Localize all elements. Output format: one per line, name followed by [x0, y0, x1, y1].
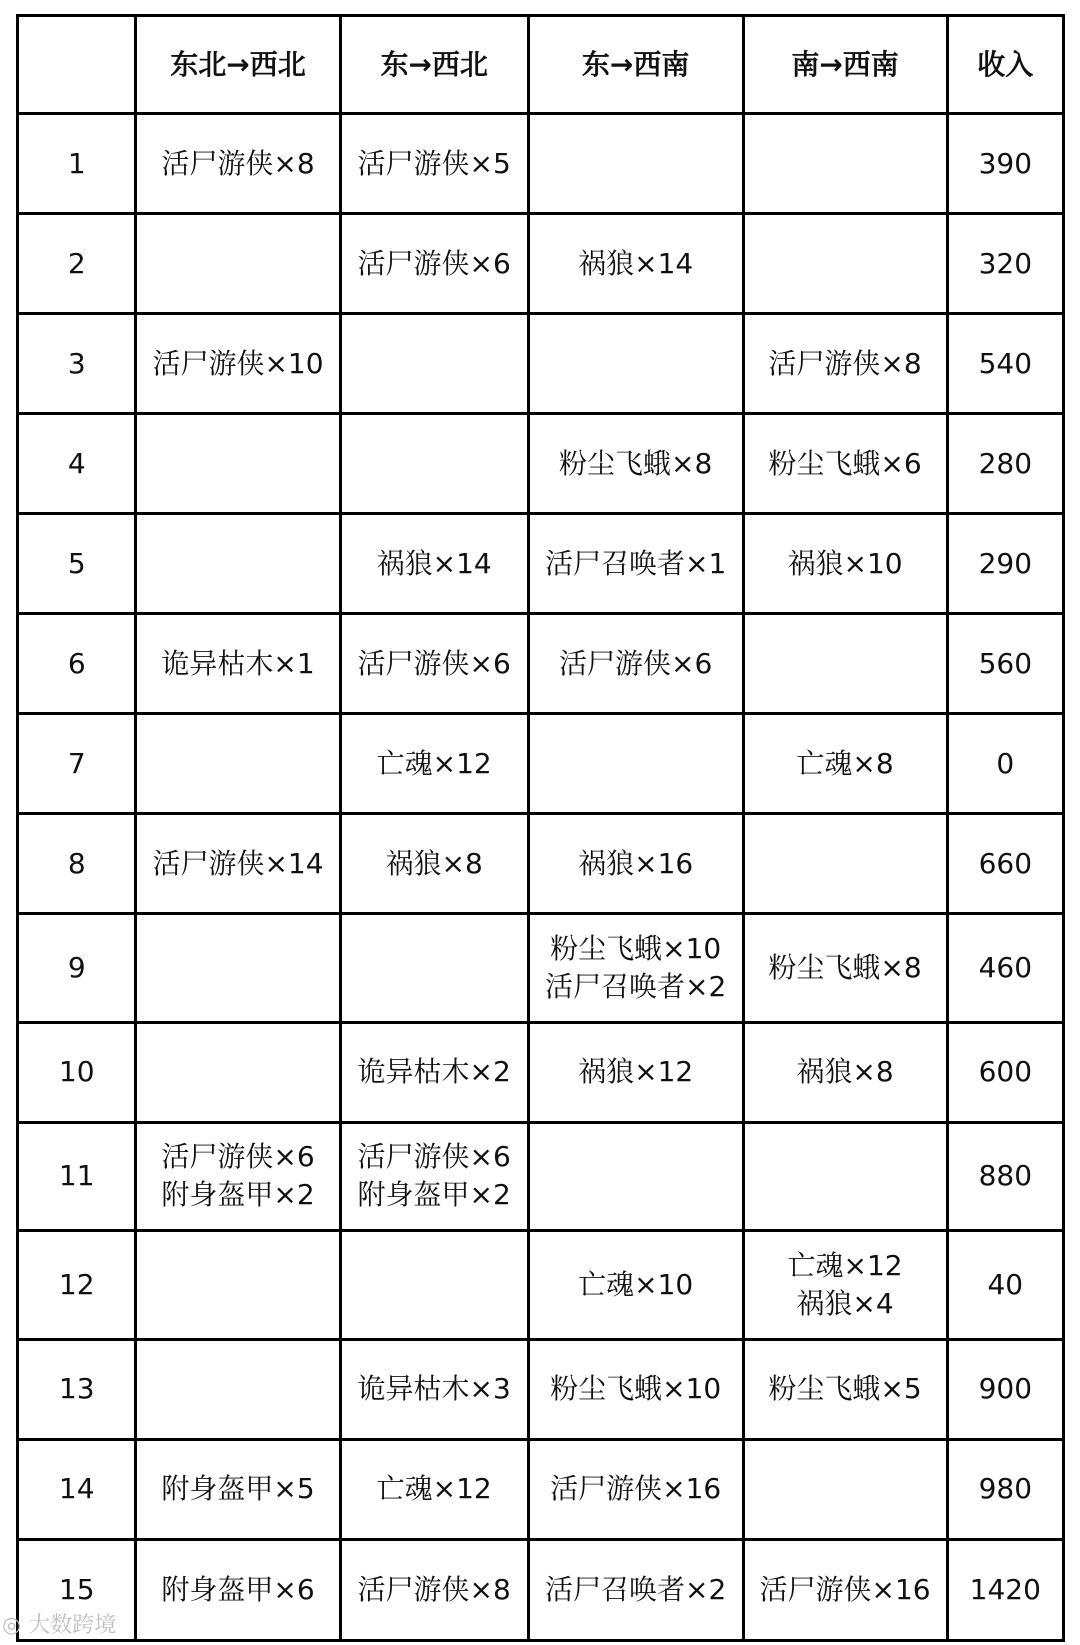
watermark: [2, 1608, 116, 1639]
cell-e-to-sw: [528, 1539, 743, 1640]
cell-e-to-nw: [340, 814, 528, 914]
enemy-entry: 亡魂×12: [376, 746, 492, 780]
cell-e-to-sw: [528, 314, 743, 414]
enemy-entry: 活尸游侠×5: [357, 146, 511, 180]
cell-wave-number: 15: [18, 1539, 136, 1640]
cell-e-to-nw: [340, 314, 528, 414]
cell-e-to-sw: [528, 1339, 743, 1439]
enemy-entry: 祸狼×10: [787, 546, 903, 580]
enemy-entry: 活尸召唤者×1: [545, 546, 727, 580]
enemy-entry: 活尸召唤者×2: [545, 1572, 727, 1606]
cell-ne-to-nw: [136, 1231, 340, 1339]
cell-e-to-nw: [340, 1022, 528, 1122]
cell-s-to-sw: [743, 114, 947, 214]
cell-ne-to-nw: [136, 714, 340, 814]
enemy-entry: 附身盔甲×5: [161, 1472, 315, 1506]
enemy-entry: 粉尘飞蛾×8: [559, 446, 713, 480]
cell-ne-to-nw: [136, 1339, 340, 1439]
cell-e-to-nw: [340, 1339, 528, 1439]
cell-income: 900: [947, 1339, 1063, 1439]
table-row: [18, 1122, 1064, 1230]
enemy-entry: 活尸游侠×8: [768, 346, 922, 380]
cell-e-to-sw: [528, 714, 743, 814]
cell-ne-to-nw: [136, 414, 340, 514]
enemy-entry: 活尸游侠×6: [559, 646, 713, 680]
cell-e-to-nw: [340, 114, 528, 214]
enemy-entry: 祸狼×8: [385, 846, 483, 880]
cell-wave-number: 8: [18, 814, 136, 914]
enemy-entry: 亡魂×10: [578, 1267, 694, 1301]
enemy-entry: 粉尘飞蛾×6: [768, 446, 922, 480]
cell-income: 320: [947, 214, 1063, 314]
cell-wave-number: 2: [18, 214, 136, 314]
enemy-entry: 祸狼×14: [578, 246, 694, 280]
cell-income: 0: [947, 714, 1063, 814]
cell-wave-number: 1: [18, 114, 136, 214]
enemy-entry: 活尸游侠×16: [550, 1472, 722, 1506]
enemy-entry: 祸狼×8: [796, 1055, 894, 1089]
enemy-entry: 粉尘飞蛾×10: [550, 1372, 722, 1406]
cell-e-to-nw: [340, 1439, 528, 1539]
cell-e-to-sw: [528, 1231, 743, 1339]
cell-e-to-nw: [340, 214, 528, 314]
header-s-to-sw: 南→西南: [743, 16, 947, 114]
enemy-entry: 活尸游侠×6: [357, 646, 511, 680]
cell-ne-to-nw: [136, 1022, 340, 1122]
cell-s-to-sw: [743, 214, 947, 314]
cell-e-to-sw: [528, 914, 743, 1022]
cell-ne-to-nw: [136, 1439, 340, 1539]
cell-ne-to-nw: [136, 614, 340, 714]
table-row: [18, 1231, 1064, 1339]
cell-e-to-sw: [528, 114, 743, 214]
cell-wave-number: 9: [18, 914, 136, 1022]
cell-e-to-sw: [528, 214, 743, 314]
enemy-entry: 亡魂×12: [376, 1472, 492, 1506]
cell-income: 560: [947, 614, 1063, 714]
cell-wave-number: 14: [18, 1439, 136, 1539]
cell-ne-to-nw: [136, 914, 340, 1022]
cell-ne-to-nw: [136, 814, 340, 914]
enemy-entry: 诡异枯木×1: [161, 646, 315, 680]
cell-income: 660: [947, 814, 1063, 914]
enemy-entry: 诡异枯木×3: [357, 1372, 511, 1406]
table-row: [18, 714, 1064, 814]
cell-e-to-sw: [528, 1439, 743, 1539]
enemy-entry: 祸狼×4: [796, 1286, 894, 1320]
cell-s-to-sw: [743, 1439, 947, 1539]
cell-wave-number: 7: [18, 714, 136, 814]
enemy-entry: 粉尘飞蛾×10: [550, 931, 722, 965]
table-row: [18, 414, 1064, 514]
enemy-entry: 祸狼×12: [578, 1055, 694, 1089]
cell-income: 290: [947, 514, 1063, 614]
enemy-entry: 附身盔甲×2: [161, 1178, 315, 1212]
table-row: [18, 614, 1064, 714]
cell-e-to-sw: [528, 414, 743, 514]
cell-e-to-nw: [340, 1539, 528, 1640]
enemy-entry: 活尸游侠×6: [357, 246, 511, 280]
enemy-entry: 活尸游侠×8: [161, 146, 315, 180]
header-row: [18, 16, 1064, 114]
enemy-entry: 活尸游侠×6: [161, 1140, 315, 1174]
cell-s-to-sw: [743, 314, 947, 414]
watermark-text: 大数跨境: [28, 1613, 117, 1638]
cell-wave-number: 3: [18, 314, 136, 414]
cell-wave-number: 13: [18, 1339, 136, 1439]
cell-income: 880: [947, 1122, 1063, 1230]
cell-s-to-sw: [743, 614, 947, 714]
cell-e-to-sw: [528, 514, 743, 614]
enemy-entry: 亡魂×8: [796, 746, 894, 780]
cell-s-to-sw: [743, 914, 947, 1022]
cell-s-to-sw: [743, 1539, 947, 1640]
cell-wave-number: 5: [18, 514, 136, 614]
enemy-entry: 活尸游侠×16: [759, 1572, 931, 1606]
enemy-entry: 活尸游侠×8: [357, 1572, 511, 1606]
cell-wave-number: 12: [18, 1231, 136, 1339]
table-row: [18, 214, 1064, 314]
cell-wave-number: 6: [18, 614, 136, 714]
cell-e-to-nw: [340, 1231, 528, 1339]
cell-ne-to-nw: [136, 1122, 340, 1230]
cell-e-to-nw: [340, 714, 528, 814]
cell-ne-to-nw: [136, 214, 340, 314]
cell-income: 280: [947, 414, 1063, 514]
header-e-to-nw: 东→西北: [340, 16, 528, 114]
enemy-entry: 粉尘飞蛾×5: [768, 1372, 922, 1406]
enemy-entry: 活尸召唤者×2: [545, 969, 727, 1003]
cell-income: 600: [947, 1022, 1063, 1122]
cell-ne-to-nw: [136, 114, 340, 214]
header-income: 收入: [947, 16, 1063, 114]
cell-s-to-sw: [743, 1339, 947, 1439]
enemy-entry: 活尸游侠×10: [152, 346, 324, 380]
table-row: [18, 1022, 1064, 1122]
enemy-entry: 诡异枯木×2: [357, 1055, 511, 1089]
table-row: [18, 314, 1064, 414]
table-row: [18, 1439, 1064, 1539]
cell-wave-number: 11: [18, 1122, 136, 1230]
watermark-logo-icon: ◎: [2, 1613, 29, 1638]
cell-ne-to-nw: [136, 1539, 340, 1640]
cell-ne-to-nw: [136, 314, 340, 414]
cell-ne-to-nw: [136, 514, 340, 614]
cell-income: 40: [947, 1231, 1063, 1339]
cell-s-to-sw: [743, 1122, 947, 1230]
enemy-entry: 活尸游侠×6: [357, 1140, 511, 1174]
enemy-entry: 附身盔甲×6: [161, 1572, 315, 1606]
table-row: [18, 914, 1064, 1022]
wave-table: [16, 14, 1065, 1642]
enemy-entry: 祸狼×14: [376, 546, 492, 580]
cell-s-to-sw: [743, 414, 947, 514]
cell-s-to-sw: [743, 814, 947, 914]
enemy-entry: 祸狼×16: [578, 846, 694, 880]
table-row: [18, 814, 1064, 914]
cell-e-to-sw: [528, 814, 743, 914]
header-wave: [18, 16, 136, 114]
cell-e-to-nw: [340, 414, 528, 514]
header-e-to-sw: 东→西南: [528, 16, 743, 114]
table-row: [18, 114, 1064, 214]
cell-income: 540: [947, 314, 1063, 414]
header-ne-to-nw: 东北→西北: [136, 16, 340, 114]
cell-e-to-nw: [340, 1122, 528, 1230]
cell-income: 460: [947, 914, 1063, 1022]
enemy-entry: 附身盔甲×2: [357, 1178, 511, 1212]
cell-s-to-sw: [743, 1022, 947, 1122]
cell-e-to-nw: [340, 514, 528, 614]
cell-wave-number: 10: [18, 1022, 136, 1122]
enemy-entry: 粉尘飞蛾×8: [768, 950, 922, 984]
table-body: [18, 114, 1064, 1641]
table-row: [18, 1539, 1064, 1640]
cell-e-to-nw: [340, 914, 528, 1022]
cell-e-to-nw: [340, 614, 528, 714]
table-row: [18, 514, 1064, 614]
table-header: [18, 16, 1064, 114]
cell-s-to-sw: [743, 714, 947, 814]
cell-e-to-sw: [528, 1022, 743, 1122]
cell-e-to-sw: [528, 614, 743, 714]
cell-s-to-sw: [743, 1231, 947, 1339]
cell-income: 1420: [947, 1539, 1063, 1640]
cell-wave-number: 4: [18, 414, 136, 514]
table-row: [18, 1339, 1064, 1439]
cell-s-to-sw: [743, 514, 947, 614]
enemy-entry: 活尸游侠×14: [152, 846, 324, 880]
cell-e-to-sw: [528, 1122, 743, 1230]
cell-income: 390: [947, 114, 1063, 214]
cell-income: 980: [947, 1439, 1063, 1539]
enemy-entry: 亡魂×12: [787, 1248, 903, 1282]
